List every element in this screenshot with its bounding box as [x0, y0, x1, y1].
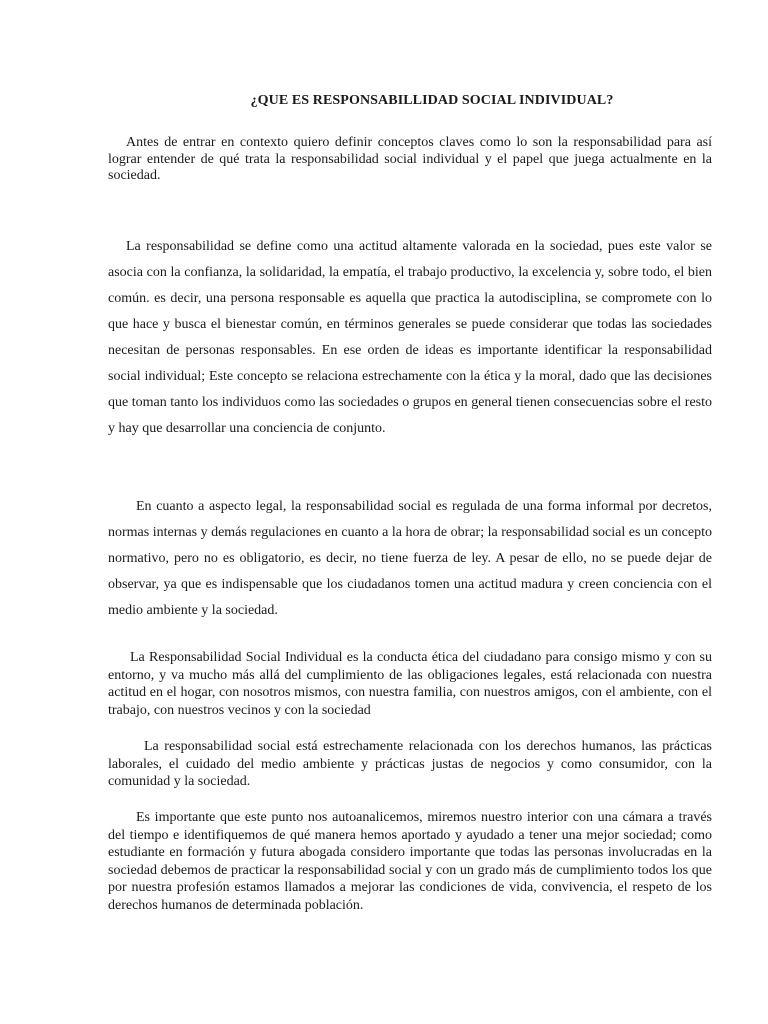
paragraph-conclusion: Es importante que este punto nos autoanalicemos, miremos nuestro interior con una cámara a través del tiempo e identifiquemos de qué manera hemos aportado y ayudado a tener una mejor sociedad; como estudiante en formación y futura abogada considero importante que todas las personas involucradas en la sociedad debemos de practicar la responsabilidad social y con un grado más de cumplimiento todos los que por nuestra profesión estamos llamados a mejorar las condiciones de vida, convivencia, el respeto de los derechos humanos de determinada población. — [108, 810, 712, 913]
paragraph-legal-aspect: En cuanto a aspecto legal, la responsabilidad social es regulada de una forma informal por decretos, normas internas y demás regulaciones en cuanto a la hora de obrar; la responsabilidad social es un concepto normativo, pero no es obligatorio, es decir, no tiene fuerza de ley. A pesar de ello, no se puede dejar de observar, ya que es indispensable que los ciudadanos tomen una actitud madura y creen conciencia con el medio ambiente y la sociedad. — [108, 499, 712, 618]
document-title: ¿QUE ES RESPONSABILLIDAD SOCIAL INDIVIDUAL? — [250, 93, 614, 108]
paragraph-intro: Antes de entrar en contexto quiero definir conceptos claves como lo son la responsabilidad para así lograr entender de qué trata la responsabilidad social individual y el papel que juega actualmente en la sociedad. — [108, 135, 712, 183]
paragraph-individual-conduct: La Responsabilidad Social Individual es la conducta ética del ciudadano para consigo mismo y con su entorno, y va mucho más allá del cumplimiento de las obligaciones legales, está relacionada con nuestra actitud en el hogar, con nosotros mismos, con nuestra familia, con nuestros amigos, con el ambiente, con el trabajo, con nuestros vecinos y con la sociedad — [108, 650, 712, 718]
paragraph-human-rights: La responsabilidad social está estrechamente relacionada con los derechos humanos, las prácticas laborales, el cuidado del medio ambiente y prácticas justas de negocios y como consumidor, con la comunidad y la sociedad. — [108, 739, 712, 789]
paragraph-definition: La responsabilidad se define como una actitud altamente valorada en la sociedad, pues este valor se asocia con la confianza, la solidaridad, la empatía, el trabajo productivo, la excelencia y, sobre todo, el bien común. es decir, una persona responsable es aquella que practica la autodisciplina, se compromete con lo que hace y busca el bienestar común, en términos generales se puede considerar que todas las sociedades necesitan de personas responsables. En ese orden de ideas es importante identificar la responsabilidad social individual; Este concepto se relaciona estrechamente con la ética y la moral, dado que las decisiones que toman tanto los individuos como las sociedades o grupos en general tienen consecuencias sobre el resto y hay que desarrollar una conciencia de conjunto. — [108, 239, 712, 436]
